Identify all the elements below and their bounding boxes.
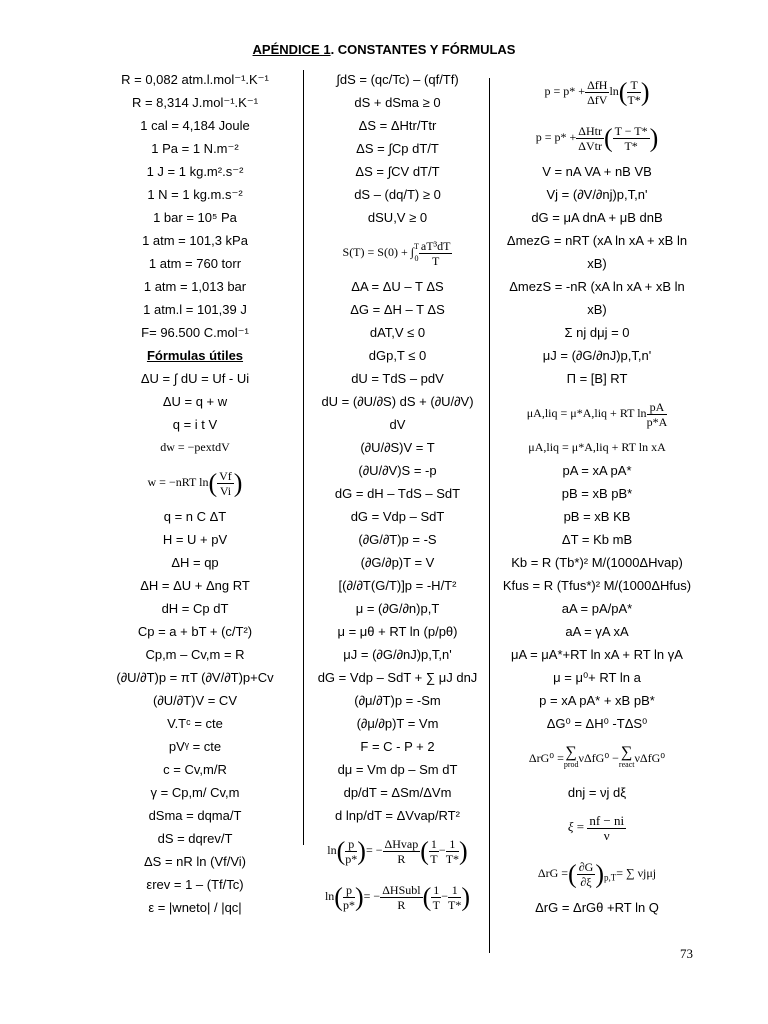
formula: ln( $\frac{p}{p*}$ )= − $\frac{\text{ΔHvap}}{R}$ ( $\frac{1}{T}$ − $\frac{1}{T*}$ ) [327,836,468,866]
formula: dw = −pextdV [160,440,230,454]
formula: 1 J = 1 kg.m².s⁻² [146,164,244,179]
numerator: ΔHtr [578,123,602,138]
formula: V = nA VA + nB VB [542,164,652,179]
formula-lhs: S(T) = S(0) + ∫ [342,245,414,259]
denominator: Vi [219,483,232,498]
formula: dG = μA dnA + μB dnB [531,210,663,225]
formula: μJ = (∂G/∂nJ)p,T,n' [343,647,452,662]
numerator: ΔHvap [384,836,419,851]
formula: 1 atm = 760 torr [148,256,242,271]
formula: dU = (∂U/∂S) dS + (∂U/∂V) [321,394,474,409]
formula: 1 atm = 101,3 kPa [142,233,248,248]
formula: dS = dqrev/T [157,831,233,846]
formula: ΔS = ∫Cp dT/T [356,141,439,156]
formula: ε = |wneto| / |qc| [148,900,242,915]
formulas-column-right [497,68,697,919]
formula: ΔH = qp [171,555,219,570]
formula [497,390,697,436]
formula: (∂μ/∂T)p = -Sm [354,693,441,708]
formulas-column-middle [305,68,490,919]
numerator: ΔfH [587,77,608,92]
formula: (∂U/∂S)V = T [360,440,435,455]
formula: μ = μ⁰+ RT ln a [553,670,641,685]
denominator: R [397,851,406,866]
formula: ΔG⁰ = ΔH⁰ -TΔS⁰ [546,716,648,731]
formula: d lnp/dT = ΔVvap/RT² [335,808,460,823]
formula: (∂μ/∂p)T = Vm [356,716,439,731]
fraction [345,837,357,866]
formula: dGp,T ≤ 0 [368,348,427,363]
numerator: p [345,837,357,852]
formula: ΔmezG = nRT (xA ln xA + xB ln [506,233,688,248]
formula: ΔrG =( $\frac{\partial G}{\partial\xi}$ )$_{p,T}=$ ∑ νjμj [537,859,657,889]
section-heading: Fórmulas útiles [146,348,244,363]
formula: Kfus = R (Tfus*)² M/(1000ΔHfus) [502,578,692,593]
formula: ΔrG = ΔrGθ +RT ln Q [535,900,659,915]
fraction [343,883,355,912]
formula: (∂G/∂p)T = V [360,555,435,570]
fraction [419,239,453,268]
fraction [585,78,609,107]
denominator: T [432,253,440,268]
fraction [217,469,234,498]
formula: Σ nj dμj = 0 [564,325,630,340]
formula: ΔU = q + w [162,394,228,409]
formula: c = Cv,m/R [163,762,227,777]
formula: ΔmezS = -nR (xA ln xA + xB ln [509,279,685,294]
formula: (∂G/∂T)p = -S [358,532,437,547]
formula: ξ = $\frac{nf - ni}{\nu}$ [567,812,625,843]
title-prefix: APÉNDICE 1 [252,42,331,57]
formula: 1 atm.l = 101,39 J [143,302,247,317]
sum-index: prod [563,760,579,770]
formula: (∂U/∂T)V = CV [153,693,237,708]
sum-prod: ∑ prod [563,744,579,770]
denominator: p* [342,897,355,912]
formula: dμ = Vm dp – Sm dT [337,762,458,777]
sum-index: react [618,760,635,770]
formula-lhs: μA,liq = μ*A,liq + RT ln [526,406,647,420]
formula: aA = pA/pA* [561,601,633,616]
sum-term: νΔfG⁰ − [578,751,619,765]
formula [497,735,697,781]
formula: dG = dH – TdS – SdT [334,486,461,501]
formula: F= 96.500 C.mol⁻¹ [141,325,249,340]
formula: μA,liq = μ*A,liq + RT ln xA [528,440,666,454]
formula: R = 0,082 atm.l.mol⁻¹.K⁻¹ [121,72,269,87]
denominator: ν [603,827,610,843]
formula: p = xA pA* + xB pB* [539,693,655,708]
formula: dG = Vdp – SdT + ∑ μJ dnJ [317,670,478,685]
fraction [647,400,668,429]
formula: ΔT = Kb mB [561,532,633,547]
formula-rhs: = ∑ νjμj [616,866,657,880]
formula: dH = Cp dT [161,601,229,616]
formula: (∂U/∂T)p = πT (∂V/∂T)p+Cv [116,670,274,685]
formula: pB = xB pB* [561,486,633,501]
formula-lhs: ΔrG = [537,866,569,880]
formula: ln( $\frac{p}{p*}$ )= − $\frac{\text{ΔHSubl}}{R}$ ( $\frac{1}{T}$ − $\frac{1}{T*}$ ) [324,882,471,912]
formula: w = −nRT ln( $\frac{Vf}{Vi}$ ) [147,468,243,498]
column-divider-left [303,70,304,845]
formula: Kb = R (Tb*)² M/(1000ΔHvap) [511,555,683,570]
formula: 1 cal = 4,184 Joule [140,118,250,133]
formula: (∂U/∂V)S = -p [358,463,437,478]
formula: dG = Vdp – SdT [350,509,445,524]
formula: μ = μθ + RT ln (p/pθ) [337,624,458,639]
formula: pB = xB KB [563,509,631,524]
lower-limit: 0 [414,254,419,264]
formula: xB) [587,302,607,317]
formula: Π = [B] RT [566,371,628,386]
formula: p = p* + $\frac{\text{ΔHtr}}{\text{ΔVtr}}$ ( $\frac{T - T*}{T*}$ ) [535,123,659,153]
formula: ΔS = ΔHtr/Ttr [358,118,437,133]
formula: p = p* + $\frac{\text{ΔfH}}{\text{ΔfV}}$ ln( $\frac{T}{T*}$ ) [544,77,650,107]
formula: 1 bar = 10⁵ Pa [153,210,237,225]
numerator: pA [647,400,668,415]
formula: μJ = (∂G/∂nJ)p,T,n' [542,348,652,363]
formula-lhs: p = p* + [535,130,577,144]
formula: 1 Pa = 1 N.m⁻² [151,141,239,156]
formula: q = i t V [172,417,218,432]
formula: pVᵞ = cte [168,739,222,754]
sum-react: ∑ react [618,744,635,770]
formula: H = U + pV [162,532,228,547]
formula: aA = γA xA [565,624,629,639]
numerator: p [343,883,355,898]
formula: ∫dS = (qc/Tc) – (qf/Tf) [336,72,459,87]
title-rest: . CONSTANTES Y FÓRMULAS [330,42,516,57]
fraction [577,860,596,889]
formula: V.Tᶜ = cte [167,716,223,731]
formula: ΔG = ΔH – T ΔS [350,302,445,317]
formula: Cp,m – Cv,m = R [145,647,245,662]
formula: xB) [587,256,607,271]
formula: dAT,V ≤ 0 [369,325,426,340]
formula: q = n C ΔT [163,509,227,524]
formula: dV [389,417,406,432]
formula: dSU,V ≥ 0 [367,210,428,225]
formula: pA = xA pA* [562,463,632,478]
formula-lhs: w = −nRT ln [147,475,209,489]
denominator: R [397,897,406,912]
formula: 1 atm = 1,013 bar [143,279,247,294]
constants-column [95,68,295,919]
fraction [383,837,421,866]
formula: γ = Cp,m/ Cv,m [150,785,240,800]
sum-term: νΔfG⁰ [634,751,666,765]
formula: R = 8,314 J.mol⁻¹.K⁻¹ [131,95,259,110]
fraction [576,124,604,153]
formula: μ = (∂G/∂n)p,T [355,601,440,616]
formula: Cp = a + bT + (c/T²) [137,624,253,639]
formula: ΔU = ∫ dU = Uf - Ui [140,371,250,386]
formula: ΔA = ΔU – T ΔS [351,279,444,294]
formula: dS – (dq/T) ≥ 0 [354,187,441,202]
numerator: nf − ni [589,812,625,828]
formula: dU = TdS – pdV [351,371,444,386]
formula: F = C - P + 2 [360,739,435,754]
denominator: ∂ξ [580,874,592,889]
upper-limit: T [414,242,419,252]
numerator: Vf [219,468,232,483]
formula-lhs: p = p* + [544,84,586,98]
denominator: p* [345,851,358,866]
formula: ΔS = nR ln (Vf/Vi) [143,854,246,869]
denominator: p*A [646,414,668,429]
formula: ΔS = ∫CV dT/T [355,164,440,179]
denominator: ΔVtr [578,138,602,153]
formula: [(∂/∂T(G/T)]p = -H/T² [338,578,457,593]
formula-lhs: ΔrG⁰ = [528,751,564,765]
formula: Vj = (∂V/∂nj)p,T,n' [546,187,648,202]
formula: ΔH = ΔU + Δng RT [140,578,250,593]
page-number: 73 [680,946,693,961]
formula: dp/dT = ΔSm/ΔVm [343,785,452,800]
fraction [587,814,626,843]
formula: dnj = νj dξ [567,785,627,800]
formula: εrev = 1 – (Tf/Tc) [146,877,244,892]
formula: μA = μA*+RT ln xA + RT ln γA [511,647,683,662]
formula: 1 N = 1 kg.m.s⁻² [147,187,243,202]
page-title [0,42,768,57]
fraction [380,883,422,912]
numerator: ∂G [578,859,594,874]
formula [305,229,490,275]
numerator: aT³dT [420,238,451,253]
numerator: ΔHSubl [382,882,421,897]
denominator: ΔfV [587,92,608,107]
formula: dS + dSma ≥ 0 [354,95,441,110]
formula: dSma = dqma/T [148,808,242,823]
